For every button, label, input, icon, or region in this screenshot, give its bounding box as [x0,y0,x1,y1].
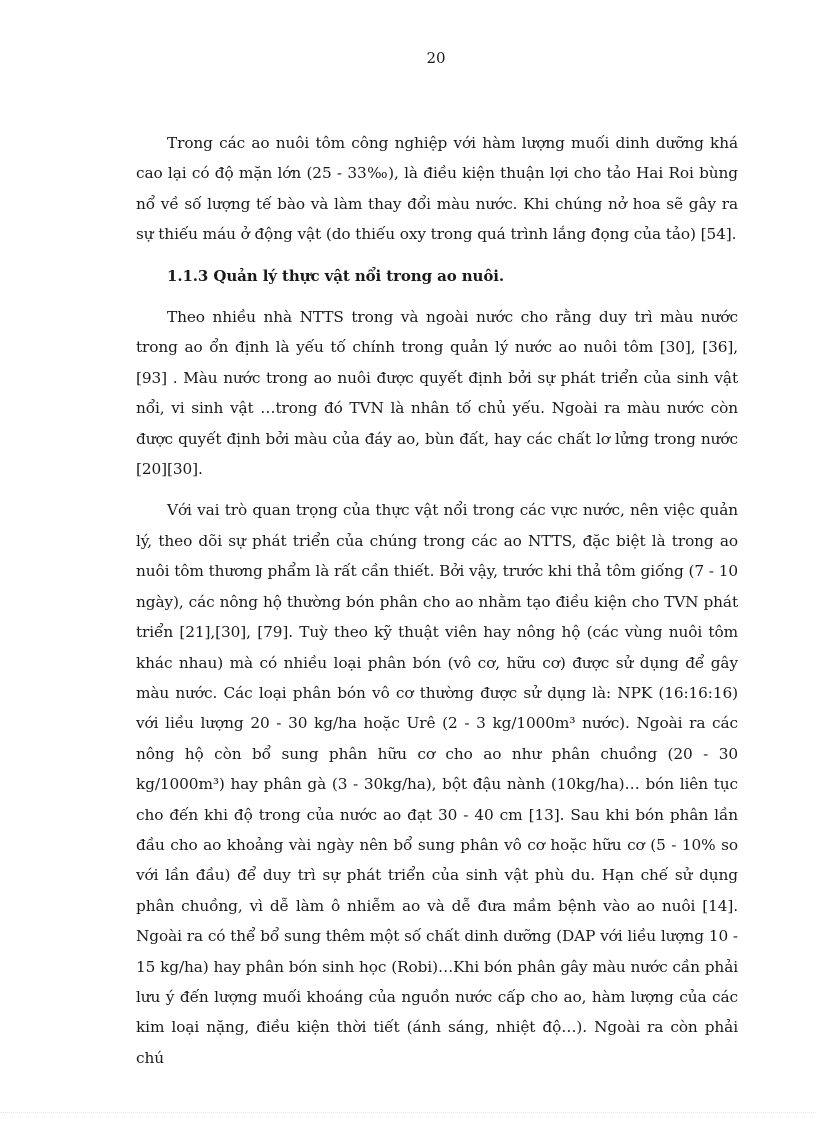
paragraph-2: Theo nhiều nhà NTTS trong và ngoài nước cho rằng duy trì màu nước trong ao ổn định là yếu tố chính trong quản lý nước ao nuôi tôm [30], [36], [93] . Màu nước trong ao nuôi được quyết định bởi sự phát triển của sinh vật nổi, vi sinh vật …trong đó TVN là nhân tố chủ yếu. Ngoài ra màu nước còn được quyết định bởi màu của đáy ao, bùn đất, hay các chất lơ lửng trong nước [20][30]. [136,308,738,479]
page-body [136,128,738,1084]
paragraph-1: Trong các ao nuôi tôm công nghiệp với hàm lượng muối dinh dưỡng khá cao lại có độ mặn lớn (25 - 33‰), là điều kiện thuận lợi cho tảo Hai Roi bùng nổ về số lượng tế bào và làm thay đổi màu nước. Khi chúng nở hoa sẽ gây ra sự thiếu máu ở động vật (do thiếu oxy trong quá trình lắng đọng của tảo) [54]. [136,134,738,244]
page-bottom-divider [0,1112,816,1113]
section-heading: 1.1.3 Quản lý thực vật nổi trong ao nuôi. [167,266,504,285]
page-number: 20 [426,49,446,67]
paragraph-3: Với vai trò quan trọng của thực vật nổi trong các vực nước, nên việc quản lý, theo dõi sự phát triển của chúng trong các ao NTTS, đặc biệt là trong ao nuôi tôm thương phẩm là rất cần thiết. Bởi vậy, trước khi thả tôm giống (7 - 10 ngày), các nông hộ thường bón phân cho ao nhằm tạo điều kiện cho TVN phát triển [21],[30], [79]. Tuỳ theo kỹ thuật viên hay nông hộ (các vùng nuôi tôm khác nhau) mà có nhiều loại phân bón (vô cơ, hữu cơ) được sử dụng để gây màu nước. Các loại phân bón vô cơ thường được sử dụng là: NPK (16:16:16) với liều lượng 20 - 30 kg/ha hoặc Urê (2 - 3 kg/1000m³ nước). Ngoài ra các nông hộ còn bổ sung phân hữu cơ cho ao như phân chuồng (20 - 30 kg/1000m³) hay phân gà (3 - 30kg/ha), bột đậu nành (10kg/ha)… bón liên tục cho đến khi độ trong của nước ao đạt 30 - 40 cm [13]. Sau khi bón phân lần đầu cho ao khoảng vài ngày nên bổ sung phân vô cơ hoặc hữu cơ (5 - 10% so với lần đầu) để duy trì sự phát triển của sinh vật phù du. Hạn chế sử dụng phân chuồng, vì dễ làm ô nhiễm ao và dễ đưa mầm bệnh vào ao nuôi [14]. Ngoài ra có thể bổ sung thêm một số chất dinh dưỡng (DAP với liều lượng 10 - 15 kg/ha) hay phân bón sinh học (Robi)…Khi bón phân gây màu nước cần phải lưu ý đến lượng muối khoáng của nguồn nước cấp cho ao, hàm lượng của các kim loại nặng, điều kiện thời tiết (ánh sáng, nhiệt độ…). Ngoài ra còn phải chú [136,501,738,1067]
